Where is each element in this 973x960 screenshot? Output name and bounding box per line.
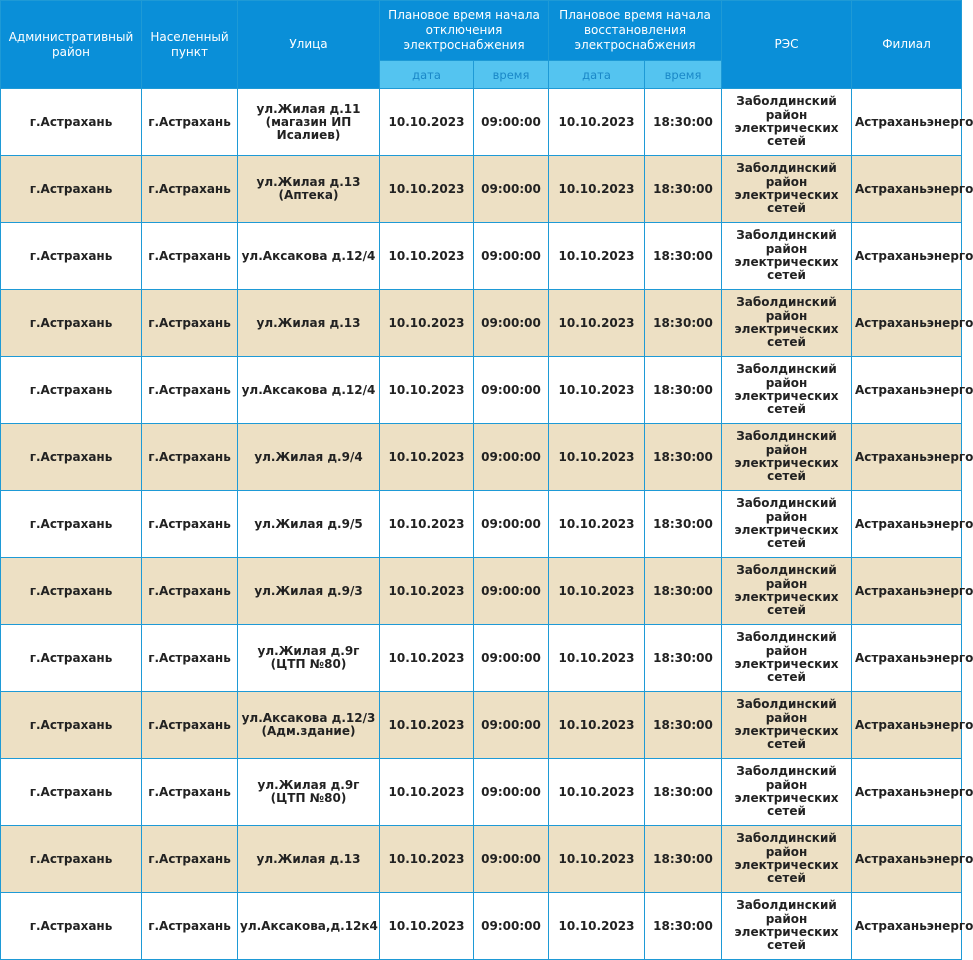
cell-district: г.Астрахань: [1, 692, 142, 759]
cell-off-time: 09:00:00: [474, 558, 549, 625]
header-planned-off: Плановое время начала отключения электроснабжения: [380, 1, 549, 61]
header-res: РЭС: [722, 1, 852, 89]
cell-branch: Астраханьэнерго: [852, 625, 962, 692]
cell-district: г.Астрахань: [1, 759, 142, 826]
cell-res: Заболдинский район электрических сетей: [722, 156, 852, 223]
header-street: Улица: [238, 1, 380, 89]
cell-street: ул.Аксакова д.12/4: [238, 223, 380, 290]
cell-district: г.Астрахань: [1, 156, 142, 223]
cell-on-date: 10.10.2023: [549, 692, 645, 759]
cell-on-date: 10.10.2023: [549, 558, 645, 625]
cell-branch: Астраханьэнерго: [852, 692, 962, 759]
cell-res: Заболдинский район электрических сетей: [722, 424, 852, 491]
cell-district: г.Астрахань: [1, 424, 142, 491]
table-row: [1, 156, 962, 223]
cell-on-time: 18:30:00: [645, 491, 722, 558]
table-body: [1, 89, 973, 960]
cell-street: ул.Жилая д.9г (ЦТП №80): [238, 625, 380, 692]
cell-res: Заболдинский район электрических сетей: [722, 759, 852, 826]
cell-branch: Астраханьэнерго: [852, 759, 962, 826]
cell-on-date: 10.10.2023: [549, 89, 645, 156]
cell-branch: Астраханьэнерго: [852, 156, 962, 223]
cell-on-date: 10.10.2023: [549, 625, 645, 692]
cell-on-time: 18:30:00: [645, 759, 722, 826]
cell-street: ул.Аксакова,д.12к4: [238, 893, 380, 960]
table-row: [1, 826, 962, 893]
header-row: [1, 1, 962, 61]
cell-settlement: г.Астрахань: [142, 290, 238, 357]
cell-settlement: г.Астрахань: [142, 156, 238, 223]
cell-off-time: 09:00:00: [474, 625, 549, 692]
cell-on-date: 10.10.2023: [549, 290, 645, 357]
cell-district: г.Астрахань: [1, 357, 142, 424]
cell-branch: Астраханьэнерго: [852, 357, 962, 424]
cell-off-date: 10.10.2023: [380, 290, 474, 357]
cell-off-time: 09:00:00: [474, 290, 549, 357]
cell-on-time: 18:30:00: [645, 893, 722, 960]
cell-res: Заболдинский район электрических сетей: [722, 89, 852, 156]
cell-res: Заболдинский район электрических сетей: [722, 625, 852, 692]
cell-street: ул.Жилая д.13: [238, 290, 380, 357]
cell-branch: Астраханьэнерго: [852, 893, 962, 960]
subheader-on-time: время: [645, 61, 722, 89]
cell-on-time: 18:30:00: [645, 692, 722, 759]
cell-off-date: 10.10.2023: [380, 826, 474, 893]
cell-on-time: 18:30:00: [645, 156, 722, 223]
cell-res: Заболдинский район электрических сетей: [722, 357, 852, 424]
cell-on-time: 18:30:00: [645, 826, 722, 893]
subheader-off-time: время: [474, 61, 549, 89]
cell-on-date: 10.10.2023: [549, 223, 645, 290]
cell-settlement: г.Астрахань: [142, 558, 238, 625]
header-planned-on: Плановое время начала восстановления электроснабжения: [549, 1, 722, 61]
cell-street: ул.Жилая д.9/3: [238, 558, 380, 625]
cell-on-date: 10.10.2023: [549, 826, 645, 893]
cell-on-time: 18:30:00: [645, 424, 722, 491]
table-row: [1, 625, 962, 692]
table-row: [1, 893, 962, 960]
cell-off-time: 09:00:00: [474, 826, 549, 893]
table-row: [1, 357, 962, 424]
cell-off-date: 10.10.2023: [380, 156, 474, 223]
table-row: [1, 491, 962, 558]
cell-district: г.Астрахань: [1, 826, 142, 893]
cell-branch: Астраханьэнерго: [852, 424, 962, 491]
header-admin-district: Административный район: [1, 1, 142, 89]
cell-settlement: г.Астрахань: [142, 759, 238, 826]
cell-on-time: 18:30:00: [645, 223, 722, 290]
cell-street: ул.Аксакова д.12/3 (Адм.здание): [238, 692, 380, 759]
cell-off-time: 09:00:00: [474, 491, 549, 558]
cell-off-time: 09:00:00: [474, 692, 549, 759]
cell-off-time: 09:00:00: [474, 893, 549, 960]
cell-off-date: 10.10.2023: [380, 558, 474, 625]
subheader-on-date: дата: [549, 61, 645, 89]
cell-settlement: г.Астрахань: [142, 625, 238, 692]
cell-on-time: 18:30:00: [645, 290, 722, 357]
table-row: [1, 89, 962, 156]
cell-off-time: 09:00:00: [474, 424, 549, 491]
cell-res: Заболдинский район электрических сетей: [722, 491, 852, 558]
cell-on-date: 10.10.2023: [549, 491, 645, 558]
table-row: [1, 692, 962, 759]
cell-settlement: г.Астрахань: [142, 692, 238, 759]
cell-on-time: 18:30:00: [645, 558, 722, 625]
cell-district: г.Астрахань: [1, 89, 142, 156]
cell-street: ул.Жилая д.11 (магазин ИП Исалиев): [238, 89, 380, 156]
cell-street: ул.Жилая д.13: [238, 826, 380, 893]
cell-res: Заболдинский район электрических сетей: [722, 223, 852, 290]
cell-settlement: г.Астрахань: [142, 89, 238, 156]
cell-street: ул.Жилая д.13 (Аптека): [238, 156, 380, 223]
cell-branch: Астраханьэнерго: [852, 491, 962, 558]
cell-branch: Астраханьэнерго: [852, 558, 962, 625]
cell-res: Заболдинский район электрических сетей: [722, 558, 852, 625]
cell-off-date: 10.10.2023: [380, 893, 474, 960]
cell-off-date: 10.10.2023: [380, 625, 474, 692]
cell-district: г.Астрахань: [1, 893, 142, 960]
cell-branch: Астраханьэнерго: [852, 826, 962, 893]
table-row: [1, 223, 962, 290]
cell-district: г.Астрахань: [1, 558, 142, 625]
cell-settlement: г.Астрахань: [142, 223, 238, 290]
table-row: [1, 424, 962, 491]
cell-off-time: 09:00:00: [474, 357, 549, 424]
cell-street: ул.Жилая д.9/4: [238, 424, 380, 491]
cell-res: Заболдинский район электрических сетей: [722, 290, 852, 357]
subheader-off-date: дата: [380, 61, 474, 89]
cell-on-date: 10.10.2023: [549, 893, 645, 960]
cell-off-time: 09:00:00: [474, 89, 549, 156]
cell-district: г.Астрахань: [1, 290, 142, 357]
cell-on-date: 10.10.2023: [549, 759, 645, 826]
cell-res: Заболдинский район электрических сетей: [722, 826, 852, 893]
cell-off-time: 09:00:00: [474, 223, 549, 290]
table-row: [1, 759, 962, 826]
cell-district: г.Астрахань: [1, 491, 142, 558]
cell-street: ул.Аксакова д.12/4: [238, 357, 380, 424]
table-row: [1, 558, 962, 625]
cell-off-date: 10.10.2023: [380, 491, 474, 558]
cell-off-time: 09:00:00: [474, 156, 549, 223]
cell-on-date: 10.10.2023: [549, 357, 645, 424]
cell-off-date: 10.10.2023: [380, 759, 474, 826]
cell-street: ул.Жилая д.9г (ЦТП №80): [238, 759, 380, 826]
cell-on-time: 18:30:00: [645, 625, 722, 692]
cell-on-time: 18:30:00: [645, 357, 722, 424]
cell-district: г.Астрахань: [1, 223, 142, 290]
cell-off-time: 09:00:00: [474, 759, 549, 826]
cell-settlement: г.Астрахань: [142, 491, 238, 558]
cell-settlement: г.Астрахань: [142, 826, 238, 893]
cell-off-date: 10.10.2023: [380, 424, 474, 491]
header-settlement: Населенный пункт: [142, 1, 238, 89]
cell-settlement: г.Астрахань: [142, 424, 238, 491]
cell-settlement: г.Астрахань: [142, 893, 238, 960]
cell-district: г.Астрахань: [1, 625, 142, 692]
cell-res: Заболдинский район электрических сетей: [722, 692, 852, 759]
cell-street: ул.Жилая д.9/5: [238, 491, 380, 558]
cell-branch: Астраханьэнерго: [852, 223, 962, 290]
cell-off-date: 10.10.2023: [380, 89, 474, 156]
cell-res: Заболдинский район электрических сетей: [722, 893, 852, 960]
cell-branch: Астраханьэнерго: [852, 89, 962, 156]
cell-branch: Астраханьэнерго: [852, 290, 962, 357]
table-row: [1, 290, 962, 357]
cell-on-date: 10.10.2023: [549, 156, 645, 223]
header-branch: Филиал: [852, 1, 962, 89]
cell-on-date: 10.10.2023: [549, 424, 645, 491]
cell-off-date: 10.10.2023: [380, 357, 474, 424]
cell-off-date: 10.10.2023: [380, 223, 474, 290]
cell-off-date: 10.10.2023: [380, 692, 474, 759]
cell-settlement: г.Астрахань: [142, 357, 238, 424]
cell-on-time: 18:30:00: [645, 89, 722, 156]
